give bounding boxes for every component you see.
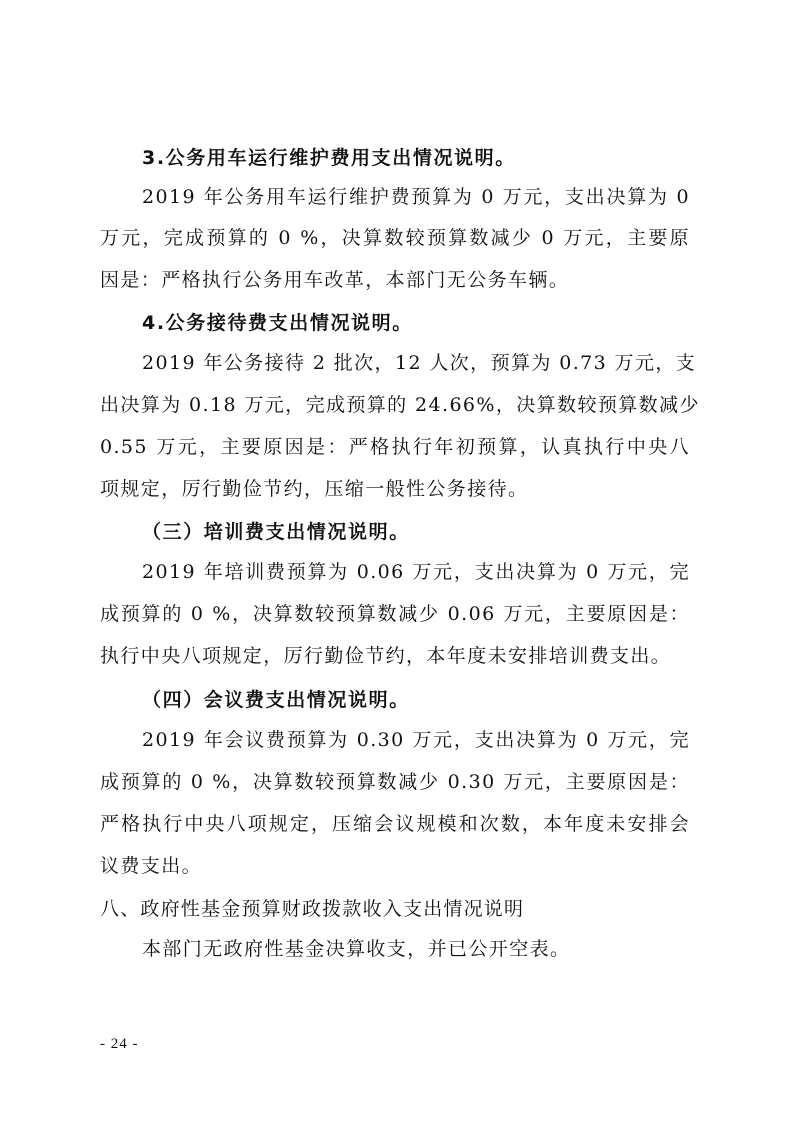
meeting-expense-paragraph-line-3: 严格执行中央八项规定，压缩会议规模和次数，本年度未安排会 <box>100 813 690 835</box>
vehicle-maintenance-paragraph-line-3: 因是：严格执行公务用车改革，本部门无公务车辆。 <box>100 269 570 291</box>
official-reception-paragraph-line-3: 0.55 万元，主要原因是：严格执行年初预算，认真执行中央八 <box>100 436 690 458</box>
official-reception-paragraph-line-2: 出决算为 0.18 万元，完成预算的 24.66%，决算数较预算数减少 <box>100 394 700 416</box>
meeting-expense-paragraph-line-2: 成预算的 0 %，决算数较预算数减少 0.30 万元，主要原因是： <box>100 771 690 793</box>
training-expense-paragraph-line-1: 2019 年培训费预算为 0.06 万元，支出决算为 0 万元，完 <box>142 561 690 583</box>
meeting-expense-paragraph-line-4: 议费支出。 <box>100 855 203 877</box>
official-reception-heading: 4.公务接待费支出情况说明。 <box>142 312 413 334</box>
meeting-expense-paragraph-line-1: 2019 年会议费预算为 0.30 万元，支出决算为 0 万元，完 <box>142 729 690 751</box>
vehicle-maintenance-paragraph-line-1: 2019 年公务用车运行维护费预算为 0 万元，支出决算为 0 <box>142 186 690 208</box>
official-reception-paragraph-line-4: 项规定，厉行勤俭节约，压缩一般性公务接待。 <box>100 478 529 500</box>
official-reception-paragraph-line-1: 2019 年公务接待 2 批次，12 人次，预算为 0.73 万元，支 <box>142 352 697 374</box>
government-fund-paragraph: 本部门无政府性基金决算收支，并已公开空表。 <box>142 938 571 960</box>
page-number: - 24 - <box>100 1036 139 1052</box>
vehicle-maintenance-heading: 3.公务用车运行维护费用支出情况说明。 <box>142 147 516 169</box>
government-fund-section-heading: 八、政府性基金预算财政拨款收入支出情况说明 <box>100 898 525 920</box>
training-expense-paragraph-line-3: 执行中央八项规定，厉行勤俭节约，本年度未安排培训费支出。 <box>100 645 672 667</box>
meeting-expense-heading: （四）会议费支出情况说明。 <box>142 689 410 711</box>
vehicle-maintenance-paragraph-line-2: 万元，完成预算的 0 %，决算数较预算数减少 0 万元，主要原 <box>100 227 690 249</box>
training-expense-paragraph-line-2: 成预算的 0 %，决算数较预算数减少 0.06 万元，主要原因是： <box>100 603 690 625</box>
training-expense-heading: （三）培训费支出情况说明。 <box>142 521 410 543</box>
